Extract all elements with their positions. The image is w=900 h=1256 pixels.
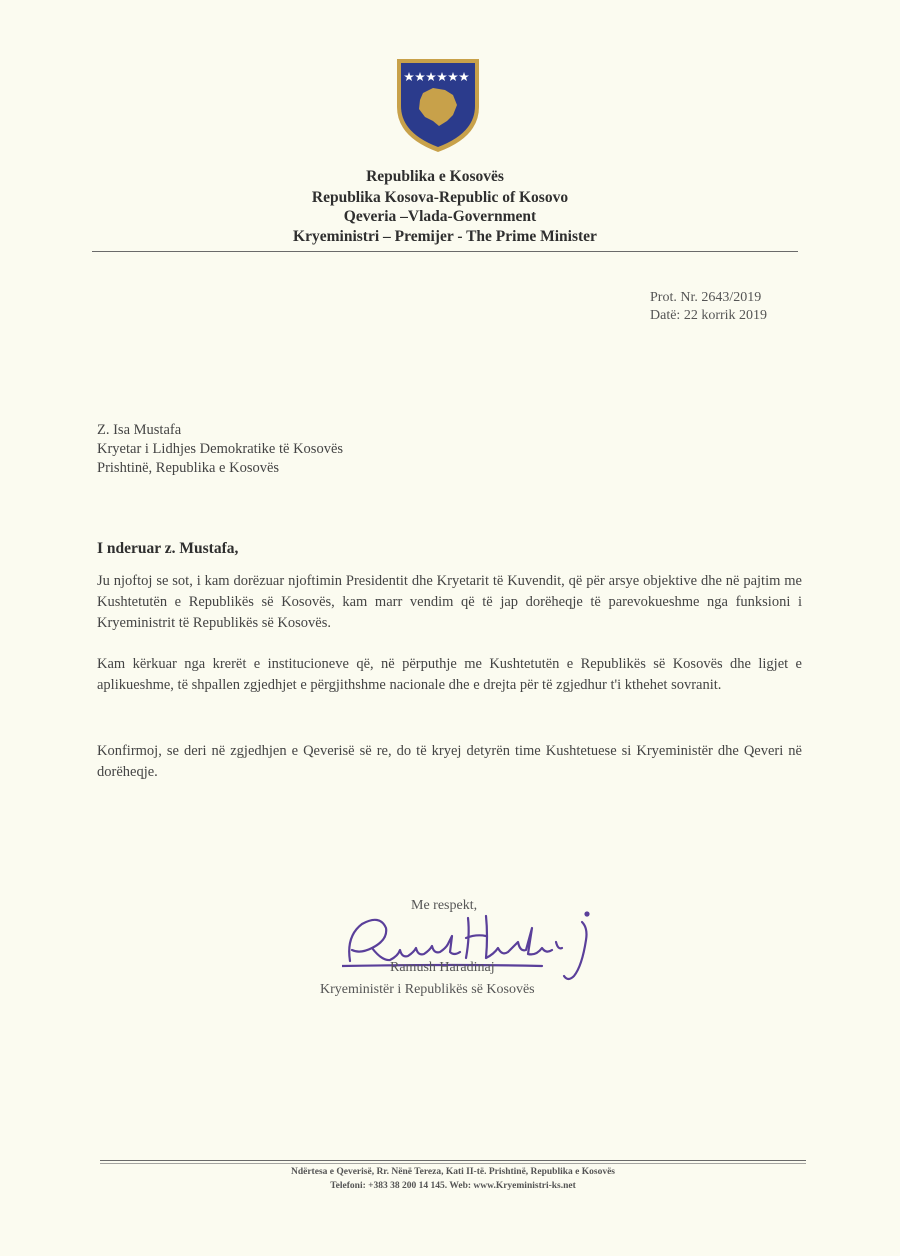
protocol-number: Prot. Nr. 2643/2019 (650, 290, 762, 305)
body-paragraph: Konfirmoj, se deri në zgjedhjen e Qeverisë së re, do të kryej detyrën time Kushtetuese si Kryeministër dhe Qeveri në dorëheqje. (97, 743, 802, 780)
signer-name: Ramush Haradinaj (390, 960, 495, 975)
letter-date: Datë: 22 korrik 2019 (650, 308, 768, 323)
recipient-title: Kryetar i Lidhjes Demokratike të Kosovës (97, 441, 344, 457)
body-paragraph: Kam kërkuar nga krerët e institucioneve që, në përputhje me Kushtetutën e Republikës së Kosovës dhe ligjet e aplikueshme, të shpallen zgjedhjet e përgjithshme nacionale dhe e drejta për të zgjedhur t'i kthehet sovranit. (97, 656, 802, 693)
footer-contact: Telefoni: +383 38 200 14 145. Web: www.Kryeministri-ks.net (330, 1181, 576, 1191)
signer-title: Kryeministër i Republikës së Kosovës (320, 982, 535, 997)
footer-divider-secondary (100, 1163, 806, 1164)
kosovo-coat-of-arms-icon (393, 55, 483, 155)
header-country: Republika e Kosovës (366, 168, 504, 185)
salutation: I nderuar z. Mustafa, (97, 540, 239, 557)
recipient-address: Prishtinë, Republika e Kosovës (97, 460, 280, 476)
header-government: Qeveria –Vlada-Government (343, 208, 537, 225)
recipient-block (97, 421, 343, 478)
header-office: Kryeministri – Premijer - The Prime Minister (293, 228, 597, 245)
footer-address: Ndërtesa e Qeverisë, Rr. Nënë Tereza, Kati II-të. Prishtinë, Republika e Kosovës (290, 1167, 615, 1177)
header-country-multilingual: Republika Kosova-Republic of Kosovo (311, 189, 569, 206)
footer-divider (100, 1160, 806, 1161)
reference-block (650, 289, 767, 325)
header-divider (92, 251, 798, 252)
closing: Me respekt, (411, 898, 478, 913)
recipient-name: Z. Isa Mustafa (97, 422, 182, 438)
body-paragraph: Ju njoftoj se sot, i kam dorëzuar njoftimin Presidentit dhe Kryetarit të Kuvendit, që për arsye objektive dhe në pajtim me Kushtetutën e Republikës së Kosovës, kam marr vendim që të jap dorëheqje të parevokueshme nga funksioni i Kryeministrit të Republikës së Kosovës. (97, 573, 802, 631)
